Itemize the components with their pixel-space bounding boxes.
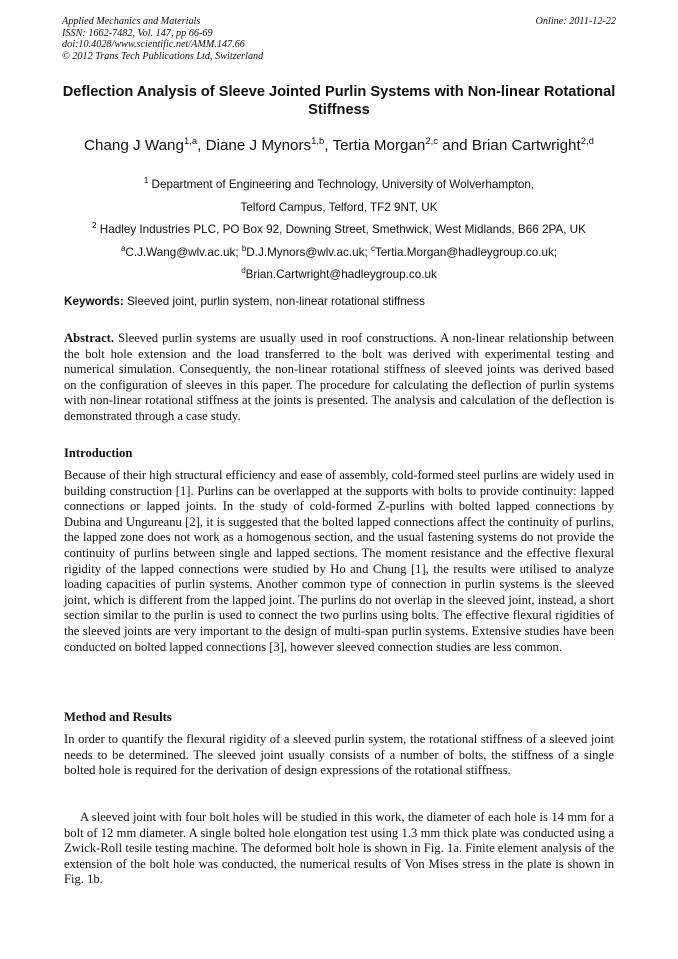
author-name: Chang J Wang [84,137,184,154]
author-affiliation-mark: 1,b [311,136,325,147]
email-line [30,242,648,265]
method-heading: Method and Results [64,710,172,724]
affiliation-text: Hadley Industries PLC, PO Box 92, Downing Street, Smethwick, West Midlands, B66 2PA, UK [99,223,586,237]
author-name: Brian Cartwright [471,137,581,154]
email-mark: b [241,243,247,253]
author-list [40,136,638,156]
email-mark: d [241,266,246,276]
introduction-paragraph: Because of their high structural efficiency and ease of assembly, cold-formed steel purlins are widely used in building construction [1]. Purlins can be overlapped at the supports with bolts to provide continuity: lapped connections or lapped joints. In the study of cold-formed Z-purlins with bolted lapped connections by Dubina and Ungureanu [2], it is suggested that the bolted lapped connections affect the continuity of purlins, the lapped zone does not work as a homogenous section, and the usual fastening systems do not provide the continuity of purlins between single and lapped sections. The moment resistance and the effective flexural rigidity of the lapped connections were studied by Ho and Chung [1], the results were utilised to analyze loading capacities of purlin systems. Another common type of connection in purlin systems is the sleeved joint, which is different from the lapped joint. The purlins do not overlap in the sleeved joint, instead, a short section similar to the purlin is used to connect the two purlins using bolts. The effective flexural rigidities of the sleeved joints are very important to the design of multi-span purlin systems. Extensive studies have been conducted on bolted lapped connections [3], however sleeved connection studies are less common. [64,468,614,654]
email-mark: a [120,243,126,253]
author-name: Tertia Morgan [332,137,426,154]
journal-name: Applied Mechanics and Materials [62,16,201,27]
abstract [64,331,614,425]
keywords [64,294,616,309]
abstract-text: Sleeved purlin systems are usually used in roof constructions. A non-linear relationship between the bolt hole extension and the load transferred to the bolt was derived with experimental testing and numerical simulation. Consequently, the non-linear rotational stiffness of sleeved joints was derived based on the configuration of sleeves in this paper. The procedure for calculating the deflection of purlin systems with non-linear rotational stiffness at the joints is presented. The analysis and calculation of the deflection is demonstrated through a case study. [64,331,614,423]
method-paragraph-1: In order to quantify the flexural rigidity of a sleeved purlin system, the rotational stiffness of a sleeved joint needs to be determined. The sleeved joint usually consists of a number of bolts, the stiffness of a single bolted hole is required for the derivation of design expressions of the rotational stiffness. [64,732,614,778]
author-separator: , [197,137,206,154]
affiliations [30,174,648,287]
copyright-line: © 2012 Trans Tech Publications Ltd, Switzerland [62,50,264,62]
email-address: Brian.Cartwright@hadleygroup.co.uk [245,268,437,282]
affiliation-2 [30,219,648,242]
affiliation-text: Department of Engineering and Technology, University of Wolverhampton, [151,178,535,191]
author-affiliation-mark: 2,c [425,136,439,147]
author-name: Diane J Mynors [205,137,312,154]
affiliation-number: 2 [92,221,97,231]
method-paragraph-2: A sleeved joint with four bolt holes will be studied in this work, the diameter of each hole is 14 mm for a bolt of 12 mm diameter. A single bolted hole elongation test using 1.3 mm thick plate was conducted using a Zwick-Roll tesile testing machine. The deformed bolt hole is shown in Fig. 1a. Finite element analysis of the extension of the bolt hole was conducted, the numerical results of Von Mises stress in the plate is shown in Fig. 1b. [64,810,614,887]
affiliation-number: 1 [143,176,149,185]
affiliation-1 [30,174,648,197]
email-address: Tertia.Morgan@hadleygroup.co.uk; [374,245,558,259]
introduction-heading: Introduction [64,446,133,460]
email-address: D.J.Mynors@wlv.ac.uk; [246,245,371,259]
email-mark: c [370,243,375,253]
abstract-label: Abstract. [64,331,115,345]
email-line [30,264,648,287]
keywords-label: Keywords: [64,295,124,308]
doi-line: doi:10.4028/www.scientific.net/AMM.147.66 [62,39,245,51]
author-affiliation-mark: 1,a [183,136,198,147]
publication-header [62,16,616,62]
affiliation-1-address: Telford Campus, Telford, TF2 9NT, UK [240,200,438,214]
keywords-text: Sleeved joint, purlin system, non-linear rotational stiffness [123,295,425,308]
author-separator: and [438,137,472,154]
author-separator: , [324,137,333,154]
issn-line: ISSN: 1662-7482, Vol. 147, pp 66-69 [62,27,213,39]
author-affiliation-mark: 2,d [580,136,594,147]
email-address: C.J.Wang@wlv.ac.uk; [125,245,242,259]
paper-title: Deflection Analysis of Sleeve Jointed Purlin Systems with Non-linear Rotational Stiffness [62,84,616,118]
online-date: Online: 2011-12-22 [535,16,616,27]
